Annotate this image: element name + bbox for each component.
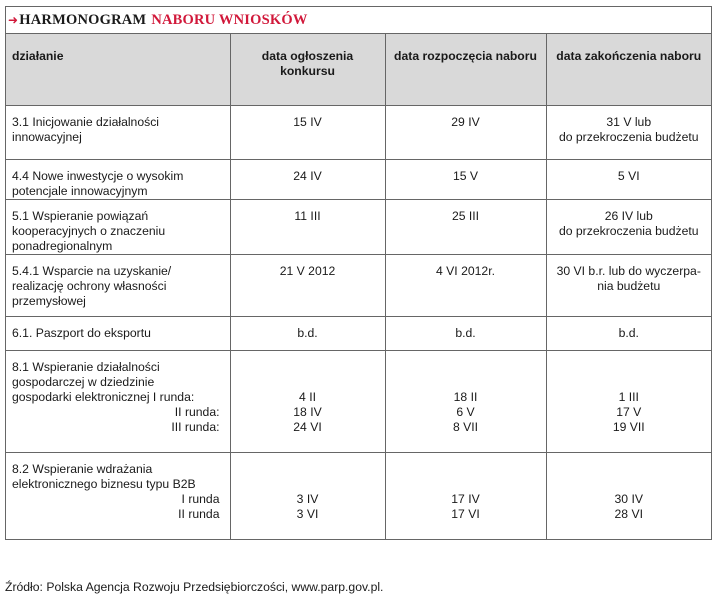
- cell-announce-date: [230, 351, 385, 453]
- date-line: [551, 462, 708, 477]
- date-line: 17 IV: [451, 492, 480, 506]
- cell-start-date: [385, 453, 546, 539]
- action-line: potencjale innowacyjnym: [12, 184, 148, 198]
- action-round-label: III runda:: [171, 420, 220, 434]
- action-round-label: II runda:: [174, 405, 220, 419]
- date-line: 17 VI: [451, 507, 480, 521]
- date-line: 24 IV: [293, 169, 322, 183]
- table-row: [6, 255, 711, 317]
- table-row: [6, 317, 711, 351]
- table-row: [6, 351, 711, 453]
- date-line: 5 VI: [617, 169, 640, 183]
- date-line: 6 V: [456, 405, 475, 419]
- date-line: do przekroczenia budżetu: [558, 224, 699, 238]
- cell-announce-date: [230, 200, 385, 255]
- date-line: 30 VI b.r. lub do wyczerpa-: [556, 264, 701, 278]
- date-line: [235, 477, 381, 492]
- date-line: do przekroczenia budżetu: [558, 130, 699, 144]
- cell-announce-date: [230, 160, 385, 200]
- action-line: 5.1 Wspieranie powiązań: [12, 209, 149, 223]
- cell-action: [6, 317, 230, 351]
- date-line: 15 V: [452, 169, 479, 183]
- cell-start-date: [385, 351, 546, 453]
- date-line: 18 II: [453, 390, 478, 404]
- cell-action: [6, 255, 230, 317]
- action-line: 8.2 Wspieranie wdrażania: [12, 462, 153, 476]
- date-line: nia budżetu: [597, 279, 661, 293]
- date-line: [390, 360, 542, 375]
- action-line: kooperacyjnych o znaczeniu: [12, 224, 166, 238]
- cell-start-date: [385, 160, 546, 200]
- cell-end-date: [546, 317, 711, 351]
- date-line: 19 VII: [612, 420, 645, 434]
- date-line: [551, 477, 708, 492]
- cell-announce-date: [230, 106, 385, 160]
- cell-end-date: [546, 200, 711, 255]
- date-line: b.d.: [618, 326, 639, 340]
- header-row: [6, 34, 711, 106]
- cell-announce-date: [230, 255, 385, 317]
- date-line: b.d.: [455, 326, 476, 340]
- date-line: 8 VII: [452, 420, 479, 434]
- action-line: 4.4 Nowe inwestycje o wysokim: [12, 169, 184, 183]
- schedule-box: [5, 6, 712, 540]
- date-line: 3 IV: [296, 492, 319, 506]
- action-round-label: II runda: [178, 507, 220, 521]
- action-line: gospodarki elektronicznej I runda:: [12, 390, 195, 404]
- table-row: [6, 160, 711, 200]
- source-note: Źródło: Polska Agencja Rozwoju Przedsiębiorczości, www.parp.gov.pl.: [5, 580, 384, 594]
- col-header-action: działanie: [6, 34, 230, 106]
- cell-action: [6, 453, 230, 539]
- date-line: [551, 375, 708, 390]
- date-line: 4 II: [299, 390, 316, 404]
- date-line: 25 III: [451, 209, 480, 223]
- date-line: 4 VI 2012r.: [436, 264, 495, 278]
- action-line: przemysłowej: [12, 294, 86, 308]
- cell-action: [6, 160, 230, 200]
- action-round-label: I runda: [181, 492, 220, 506]
- col-header-end: data zakończenia naboru: [546, 34, 711, 106]
- cell-announce-date: [230, 317, 385, 351]
- table-row: [6, 453, 711, 539]
- col-header-announce: data ogłoszenia konkursu: [230, 34, 385, 106]
- date-line: [390, 462, 542, 477]
- action-line: 3.1 Inicjowanie działalności: [12, 115, 160, 129]
- box-title: [6, 7, 711, 34]
- date-line: 29 IV: [451, 115, 480, 129]
- date-line: 3 VI: [296, 507, 319, 521]
- action-line: elektronicznego biznesu typu B2B: [12, 477, 196, 491]
- cell-end-date: [546, 255, 711, 317]
- date-line: 18 IV: [293, 405, 322, 419]
- action-line: 5.4.1 Wsparcie na uzyskanie/: [12, 264, 172, 278]
- action-line: 6.1. Paszport do eksportu: [12, 326, 151, 340]
- date-line: 30 IV: [614, 492, 643, 506]
- schedule-table: [6, 34, 711, 539]
- date-line: [235, 462, 381, 477]
- date-line: 28 VI: [614, 507, 643, 521]
- cell-end-date: [546, 453, 711, 539]
- title-part-1: HARMONOGRAM: [19, 11, 147, 28]
- date-line: [390, 375, 542, 390]
- table-row: [6, 106, 711, 160]
- date-line: [235, 360, 381, 375]
- cell-action: [6, 200, 230, 255]
- date-line: 21 V 2012: [279, 264, 336, 278]
- date-line: 15 IV: [293, 115, 322, 129]
- cell-start-date: [385, 106, 546, 160]
- arrow-icon: ➜: [8, 13, 19, 27]
- cell-action: [6, 351, 230, 453]
- date-line: [551, 360, 708, 375]
- col-header-start: data rozpoczęcia naboru: [385, 34, 546, 106]
- cell-end-date: [546, 106, 711, 160]
- action-line: ponadregionalnym: [12, 239, 113, 253]
- date-line: 24 VI: [293, 420, 322, 434]
- cell-announce-date: [230, 453, 385, 539]
- date-line: [235, 375, 381, 390]
- date-line: 31 V lub: [606, 115, 652, 129]
- table-row: [6, 200, 711, 255]
- date-line: b.d.: [297, 326, 318, 340]
- date-line: 1 III: [618, 390, 639, 404]
- action-line: 8.1 Wspieranie działalności: [12, 360, 160, 374]
- cell-start-date: [385, 255, 546, 317]
- date-line: 26 IV lub: [604, 209, 653, 223]
- date-line: [390, 477, 542, 492]
- action-line: realizację ochrony własności: [12, 279, 167, 293]
- cell-action: [6, 106, 230, 160]
- date-line: 11 III: [294, 209, 321, 223]
- date-line: 17 V: [616, 405, 642, 419]
- cell-start-date: [385, 317, 546, 351]
- title-part-2: NABORU WNIOSKÓW: [151, 11, 308, 28]
- cell-start-date: [385, 200, 546, 255]
- action-line: innowacyjnej: [12, 130, 82, 144]
- cell-end-date: [546, 351, 711, 453]
- action-line: gospodarczej w dziedzinie: [12, 375, 155, 389]
- cell-end-date: [546, 160, 711, 200]
